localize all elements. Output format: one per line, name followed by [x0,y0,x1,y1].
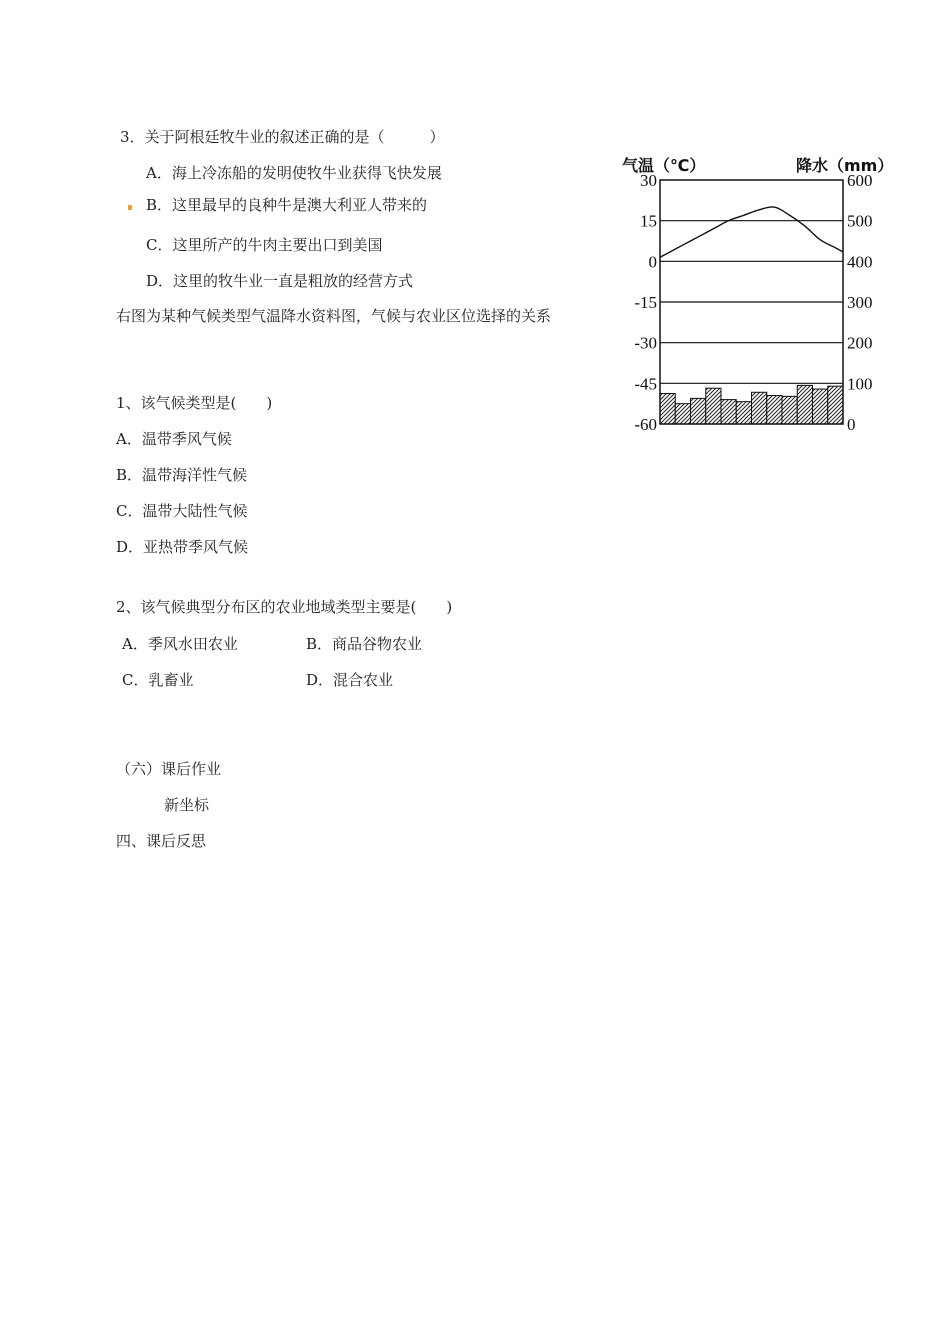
temperature-tick-label: 15 [640,211,657,231]
precipitation-bar [706,388,721,424]
precipitation-tick-label: 600 [847,171,873,190]
temperature-tick-label: 0 [648,252,657,272]
q1-stem: 1、该气候类型是( ) [116,394,273,412]
temperature-curve-group [660,207,843,257]
q2-option-d[interactable]: D．混合农业 [306,671,394,689]
q3-option-a[interactable]: A．海上冷冻船的发明使牧牛业获得飞快发展 [146,164,442,182]
temperature-axis-label: 气温（℃） [622,156,706,175]
chart-intro-text: 右图为某种气候类型气温降水资料图，气候与农业区位选择的关系 [116,307,552,325]
precipitation-bars [660,385,843,424]
temperature-curve [660,207,843,257]
q1-option-d[interactable]: D．亚热带季风气候 [116,538,249,556]
climate-chart [0,0,950,460]
precipitation-tick-label: 200 [847,333,873,353]
precipitation-bar [721,400,736,424]
q2-option-b[interactable]: B．商品谷物农业 [306,635,423,653]
temperature-tick-label: 30 [640,171,657,190]
homework-item: 新坐标 [164,796,210,814]
precipitation-tick-label: 0 [847,415,856,434]
precipitation-tick-label: 400 [847,252,873,272]
precipitation-tick-label: 500 [847,211,873,231]
section-four-title: 四、课后反思 [116,832,207,850]
precipitation-bar [782,396,797,424]
q2-option-c[interactable]: C．乳畜业 [122,671,194,689]
temperature-tick-label: -60 [634,415,657,434]
temperature-tick-label: -45 [634,374,657,394]
q2-stem: 2、该气候典型分布区的农业地域类型主要是( ) [116,598,453,616]
q2-option-a[interactable]: A．季风水田农业 [122,635,238,653]
q3-option-d[interactable]: D．这里的牧牛业一直是粗放的经营方式 [146,272,414,290]
precipitation-bar [767,396,782,424]
precipitation-bar [736,402,751,424]
q3-option-b[interactable]: B．这里最早的良种牛是澳大利亚人带来的 [146,196,428,214]
precipitation-bar [813,389,828,424]
q3-option-c[interactable]: C．这里所产的牛肉主要出口到美国 [146,236,383,254]
precipitation-tick-label: 100 [847,374,873,394]
precipitation-bar [675,404,690,424]
precipitation-bar [660,394,675,425]
section-six-title: （六）课后作业 [116,760,222,778]
temperature-tick-label: -30 [634,333,657,353]
precipitation-tick-label: 300 [847,293,873,312]
q1-option-b[interactable]: B．温带海洋性气候 [116,466,248,484]
chart-gridlines [660,221,843,384]
precipitation-axis-label: 降水（mm） [796,156,894,175]
precipitation-bar [828,386,843,424]
precipitation-bar [752,392,767,424]
q1-option-c[interactable]: C．温带大陆性气候 [116,502,248,520]
temperature-tick-label: -15 [634,293,657,312]
precipitation-bar [797,385,812,424]
q3-stem: 3．关于阿根廷牧牛业的叙述正确的是（ ） [120,128,445,146]
precipitation-bar [691,398,706,424]
q1-option-a[interactable]: A．温带季风气候 [116,430,232,448]
